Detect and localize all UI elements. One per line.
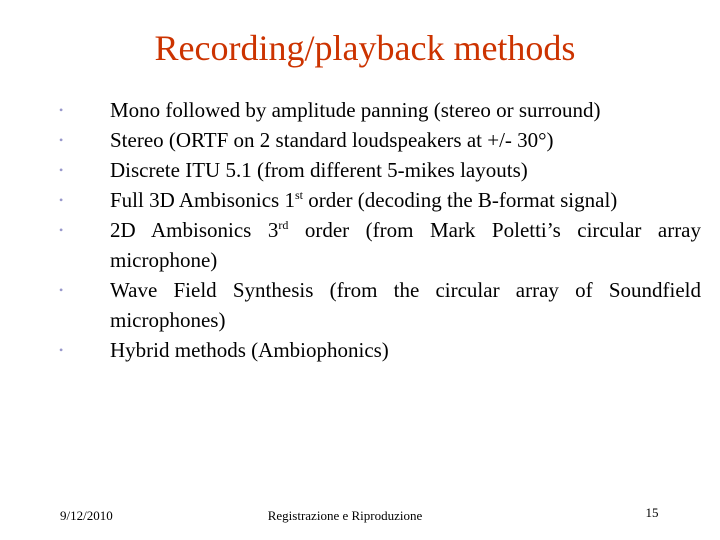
footer-title: Registrazione e Riproduzione — [267, 508, 423, 523]
bullet-text: Wave Field Synthesis (from the circular array of Soundfield microphones) — [110, 278, 701, 332]
bullet-item — [0, 125, 720, 155]
bullet-item — [0, 335, 720, 365]
bullet-icon: • — [59, 223, 64, 237]
bullet-text: Full 3D Ambisonics 1st order (decoding the B-format signal) — [110, 188, 618, 212]
footer-date: 9/12/2010 — [60, 508, 113, 523]
ordinal-suffix: st — [294, 188, 303, 202]
ordinal-suffix: rd — [278, 218, 289, 232]
bullet-list — [0, 95, 720, 365]
bullet-text: Hybrid methods (Ambiophonics) — [110, 338, 389, 362]
bullet-icon: • — [59, 193, 64, 207]
bullet-icon: • — [59, 343, 64, 357]
bullet-icon: • — [59, 163, 64, 177]
bullet-text: Discrete ITU 5.1 (from different 5-mikes layouts) — [110, 158, 528, 182]
slide-title: Recording/playback methods — [154, 28, 576, 68]
bullet-item — [0, 275, 720, 335]
bullet-icon: • — [59, 103, 64, 117]
bullet-icon: • — [59, 283, 64, 297]
page-number: 15 — [645, 505, 659, 520]
bullet-item — [0, 215, 720, 275]
bullet-item — [0, 95, 720, 125]
bullet-item — [0, 185, 720, 215]
bullet-text: 2D Ambisonics 3rd order (from Mark Poletti’s circular array microphone) — [110, 218, 702, 272]
bullet-item — [0, 155, 720, 185]
bullet-text: Stereo (ORTF on 2 standard loudspeakers at +/- 30°) — [110, 128, 554, 152]
bullet-text: Mono followed by amplitude panning (stereo or surround) — [110, 98, 601, 122]
bullet-icon: • — [59, 133, 64, 147]
